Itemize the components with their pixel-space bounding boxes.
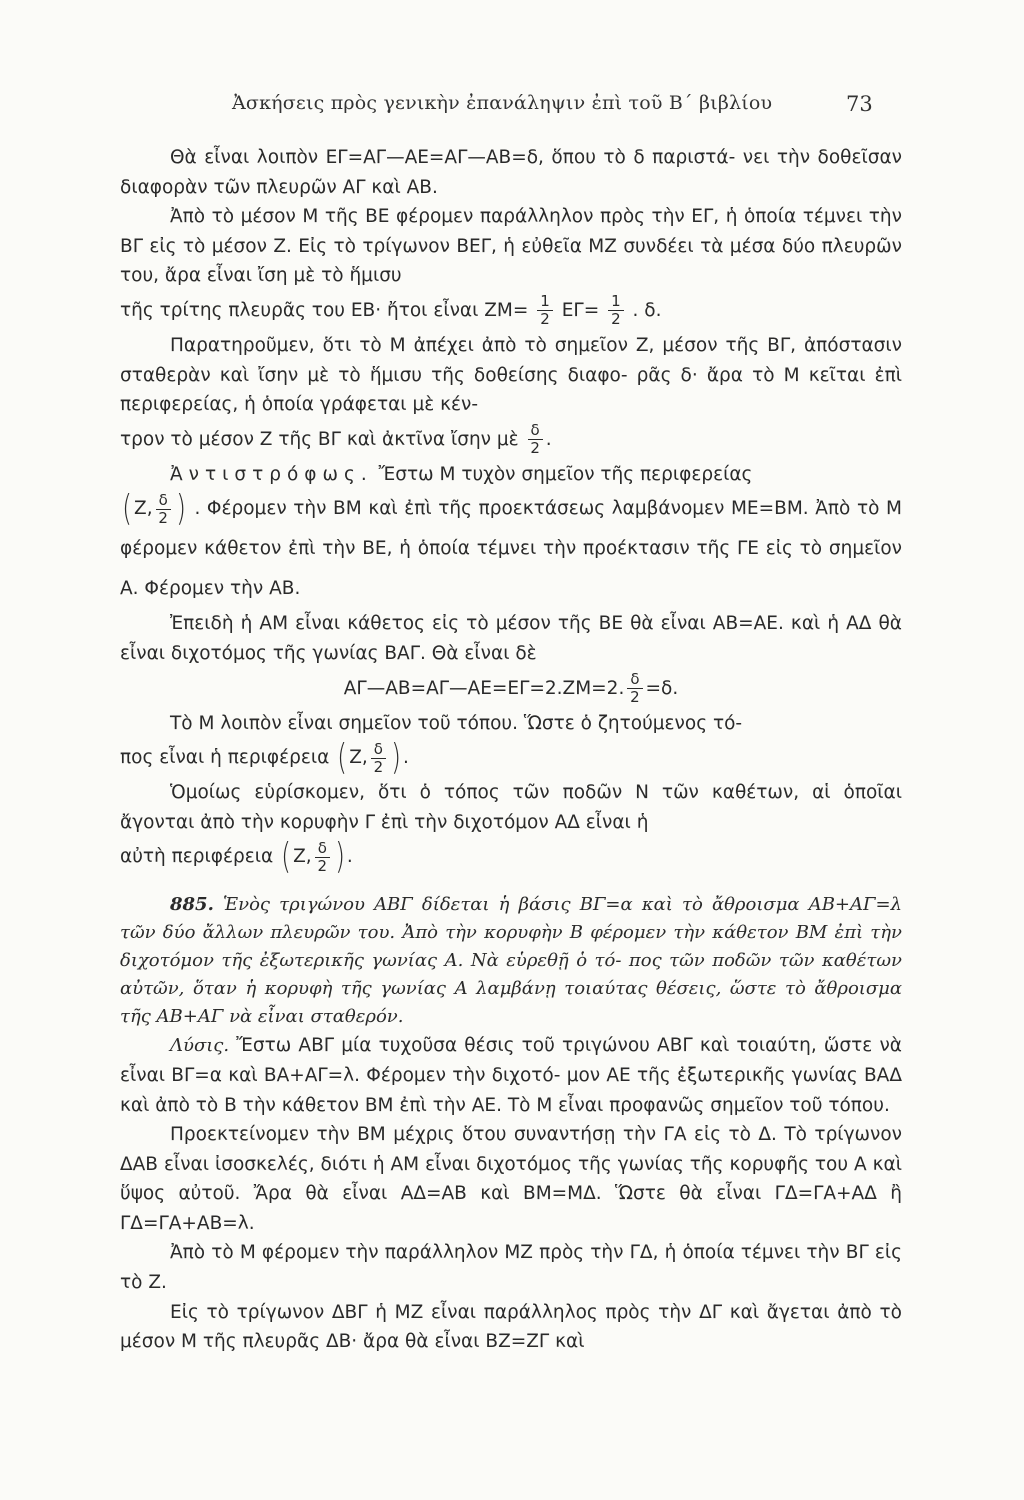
exercise-statement: 885. Ἑνὸς τριγώνου ΑΒΓ δίδεται ἡ βάσις ΒΓ=α καὶ τὸ ἄθροισμα ΑΒ+ΑΓ=λ τῶν δύο ἄλλων πλευρῶν του. Ἀπὸ τὴν κορυφὴν Β φέρομεν τὴν κάθετον ΒΜ ἐπὶ τὴν διχοτόμον τῆς ἐξωτερικῆς γωνίας Α. Νὰ εὑρεθῇ ὁ τό- πος τῶν ποδῶν τῶν καθέτων αὐτῶν, ὅταν ἡ κορυφὴ τῆς γωνίας Α λαμβάνῃ τοιαύτας θέσεις, ὥστε τὸ ἄθροισμα τῆς ΑΒ+ΑΓ νὰ εἶναι σταθερόν. [120, 894, 902, 1028]
paragraph: Ἐπειδὴ ἡ ΑΜ εἶναι κάθετος εἰς τὸ μέσον τῆς ΒΕ θὰ εἶναι ΑΒ=ΑΕ. καὶ ἡ ΑΔ θὰ εἶναι διχοτόμος τῆς γωνίας ΒΑΓ. Θὰ εἶναι δὲ [120, 613, 902, 664]
header-title: Ἀσκήσεις πρὸς γενικὴν ἐπανάληψιν ἐπὶ τοῦ Β΄ βιβλίου [232, 92, 773, 114]
paragraph: Ἀπὸ τὸ Μ φέρομεν τὴν παράλληλον ΜΖ πρὸς τὴν ΓΔ, ἡ ὁποία τέμνει τὴν ΒΓ εἰς τὸ Ζ. [120, 1242, 902, 1294]
paragraph: Ὁμοίως εὑρίσκομεν, ὅτι ὁ τόπος τῶν ποδῶν Ν τῶν καθέτων, αἱ ὁποῖαι ἄγονται ἀπὸ τὴν κορυφὴν Γ ἐπὶ τὴν διχοτόμον ΑΔ εἶναι ἡ [120, 782, 902, 833]
paragraph: Προεκτείνομεν τὴν ΒΜ μέχρις ὅτου συναντήσῃ τὴν ΓΑ εἰς τὸ Δ. Τὸ τρίγωνον ΔΑΒ εἶναι ἰσοσκελές, διότι ἡ ΑΜ εἶναι διχοτόμος τῆς γωνίας τῆς κορυφῆς του Α καὶ ὕψος αὐτοῦ. Ἄρα θὰ εἶναι ΑΔ=ΑΒ καὶ ΒΜ=ΜΔ. Ὥστε θὰ εἶναι ΓΔ=ΓΑ+ΑΔ ἢ ΓΔ=ΓΑ+ΑΒ=λ. [120, 1124, 902, 1234]
page-body [120, 143, 902, 1357]
paragraph: Λύσις. Ἔστω ΑΒΓ μία τυχοῦσα θέσις τοῦ τριγώνου ΑΒΓ καὶ τοιαύτη, ὥστε νὰ εἶναι ΒΓ=α καὶ ΒΑ+ΑΓ=λ. Φέρομεν τὴν διχοτό- μον ΑΕ τῆς ἐξωτερικῆς γωνίας ΒΑΔ καὶ ἀπὸ τὸ Β τὴν κάθετον ΒΜ ἐπὶ τὴν ΑΕ. Τὸ Μ εἶναι προφανῶς σημεῖον τοῦ τόπου. [120, 1035, 902, 1116]
paragraph: ( Ζ, $\frac{\delta}{2}$ ) . Φέρομεν τὴν ΒΜ καὶ ἐπὶ τῆς προεκτάσεως λαμβάνομεν ΜΕ=ΒΜ. Ἀπὸ τὸ Μ φέρομεν κάθετον ἐπὶ τὴν ΒΕ, ἡ ὁποία τέμνει τὴν προέκτασιν τῆς ΓΕ εἰς τὸ σημεῖον Α. Φέρομεν τὴν ΑΒ. [120, 488, 902, 600]
paragraph: Εἰς τὸ τρίγωνον ΔΒΓ ἡ ΜΖ εἶναι παράλληλος πρὸς τὴν ΔΓ καὶ ἄγεται ἀπὸ τὸ μέσον Μ τῆς πλευρᾶς ΔΒ· ἄρα θὰ εἶναι ΒΖ=ΖΓ καὶ [120, 1301, 902, 1353]
fraction-delta-half: $\frac{\delta}{2}$ [627, 672, 642, 705]
paragraph: Τὸ Μ λοιπὸν εἶναι σημεῖον τοῦ τόπου. Ὥστε ὁ ζητούμενος τό- [170, 712, 743, 734]
fraction-delta-half: $\frac{\delta}{2}$ [371, 742, 386, 775]
paragraph: Θὰ εἶναι λοιπὸν ΕΓ=ΑΓ—ΑΕ=ΑΓ—ΑΒ=δ, ὅπου τὸ δ παριστά- νει τὴν δοθεῖσαν διαφορὰν τῶν πλευρῶν ΑΓ καὶ ΑΒ. [120, 147, 902, 198]
exercise-number: 885. [170, 894, 214, 916]
fraction-delta-half: $\frac{\delta}{2}$ [528, 423, 543, 456]
formula-line: αὐτὴ περιφέρεια ( Ζ, $\frac{\delta}{2}$ ) . [120, 836, 353, 878]
running-header [0, 92, 1024, 124]
display-equation: ΑΓ—ΑΒ=ΑΓ—ΑΕ=ΕΓ=2.ΖΜ=2. $\frac{\delta}{2}$ =δ. [343, 670, 679, 707]
fraction-one-half: $\frac{1}{2}$ [537, 294, 553, 327]
paragraph: Παρατηροῦμεν, ὅτι τὸ Μ ἀπέχει ἀπὸ τὸ σημεῖον Ζ, μέσον τῆς ΒΓ, ἀπόστασιν σταθερὰν καὶ ἴσην μὲ τὸ ἥμισυ τῆς δοθείσης διαφο- ρᾶς δ· ἄρα τὸ Μ κεῖται ἐπὶ περιφερείας, ἡ ὁποία γράφεται μὲ κέν- [120, 334, 902, 416]
solution-label: Λύσις. [170, 1035, 230, 1057]
fraction-delta-half: $\frac{\delta}{2}$ [156, 493, 171, 526]
formula-line: τῆς τρίτης πλευρᾶς του ΕΒ· ἤτοι εἶναι ΖΜ= $\frac{1}{2}$ ΕΓ= $\frac{1}{2}$ . δ. [120, 292, 662, 329]
page-number: 73 [846, 92, 873, 116]
fraction-one-half: $\frac{1}{2}$ [608, 294, 624, 327]
paragraph: Ἀπὸ τὸ μέσον Μ τῆς ΒΕ φέρομεν παράλληλον πρὸς τὴν ΕΓ, ἡ ὁποία τέμνει τὴν ΒΓ εἰς τὸ μέσον Ζ. Εἰς τὸ τρίγωνον ΒΕΓ, ἡ εὐθεῖα ΜΖ συνδέει τὰ μέσα δύο πλευρῶν του, ἄρα εἶναι ἴση μὲ τὸ ἥμισυ [120, 206, 902, 287]
fraction-delta-half: $\frac{\delta}{2}$ [315, 841, 330, 874]
heading-antistrofos: Ἀντιστρόφως. [170, 463, 373, 485]
paragraph: Ἀντιστρόφως. Ἔστω Μ τυχὸν σημεῖον τῆς περιφερείας [170, 463, 753, 485]
formula-line: πος εἶναι ἡ περιφέρεια ( Ζ, $\frac{\delta}{2}$ ) . [120, 737, 409, 779]
formula-line: τρον τὸ μέσον Ζ τῆς ΒΓ καὶ ἀκτῖνα ἴσην μὲ $\frac{\delta}{2}$ . [120, 421, 552, 458]
